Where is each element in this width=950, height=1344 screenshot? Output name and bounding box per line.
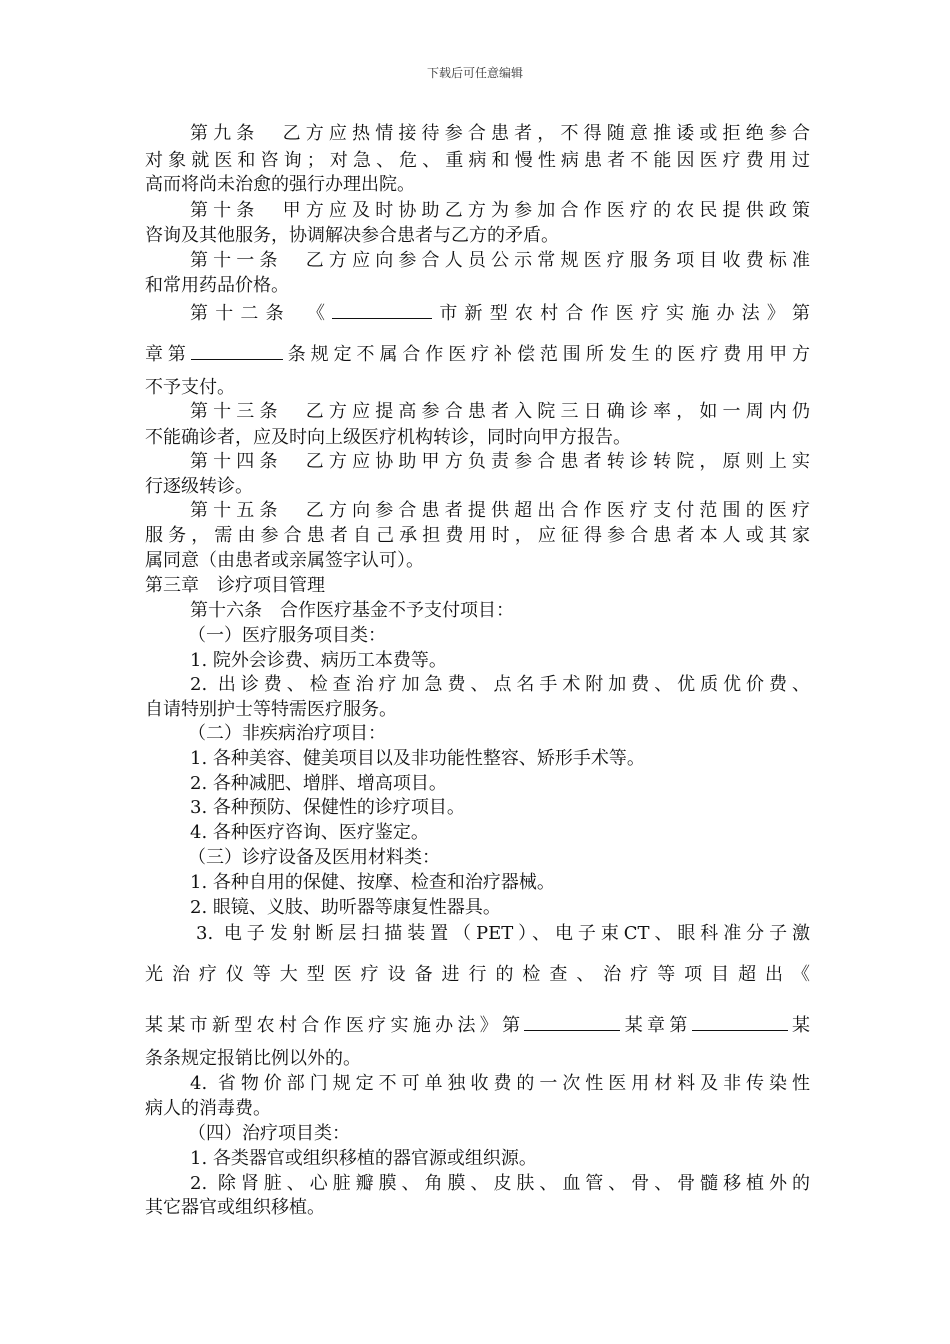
clause-blank	[692, 1012, 788, 1031]
section-3-item-2: 2. 眼镜、义肢、助听器等康复性器具。	[190, 897, 501, 918]
page-header: 下载后可任意编辑	[426, 66, 523, 80]
section-3-heading: （三）诊疗设备及医用材料类：	[188, 847, 440, 868]
chapter-number-blank	[191, 341, 283, 360]
article-15-line-1: 第十五条 乙方向参合患者提供超出合作医疗支付范围的医疗	[190, 500, 810, 521]
article-10-line-1: 第十条 甲方应及时协助乙方为参加合作医疗的农民提供政策	[190, 200, 810, 221]
section-4-item-2-line-1: 2. 除肾脏、心脏瓣膜、角膜、皮肤、血管、骨、骨髓移植外的	[190, 1173, 810, 1194]
chapter-blank	[524, 1012, 620, 1031]
article-15-line-3: 属同意（由患者或亲属签字认可）。	[145, 550, 424, 571]
section-4-item-1: 1. 各类器官或组织移植的器官源或组织源。	[190, 1148, 537, 1169]
article-11-line-1: 第十一条 乙方应向参合人员公示常规医疗服务项目收费标准	[190, 250, 810, 271]
article-14-line-1: 第十四条 乙方应协助甲方负责参合患者转诊转院，原则上实	[190, 451, 810, 472]
article-9-line-2: 对象就医和咨询；对急、危、重病和慢性病患者不能因医疗费用过	[145, 150, 810, 171]
article-15-line-2: 服务，需由参合患者自己承担费用时，应征得参合患者本人或其家	[145, 525, 810, 546]
article-12-clause-text: 条规定不属合作医疗补偿范围所发生的医疗费用甲方	[282, 344, 810, 365]
section-4-heading: （四）治疗项目类：	[188, 1123, 350, 1144]
article-10-line-2: 咨询及其他服务，协调解决参合患者与乙方的矛盾。	[145, 225, 559, 246]
article-9-line-3: 高而将尚未治愈的强行办理出院。	[145, 174, 415, 195]
section-2-heading: （二）非疾病治疗项目：	[188, 723, 386, 744]
section-1-item-2-line-2: 自请特别护士等特需医疗服务。	[145, 699, 397, 720]
section-3-item-3-line-4: 条条规定报销比例以外的。	[145, 1048, 361, 1069]
chapter-3-heading: 第三章 诊疗项目管理	[145, 575, 325, 596]
item-3-chapter-text: 某章第	[620, 1015, 692, 1036]
item-3-tail-text: 某	[787, 1015, 810, 1036]
section-2-item-2: 2. 各种减肥、增胖、增高项目。	[190, 773, 447, 794]
article-9-line-1: 第九条 乙方应热情接待参合患者，不得随意推诿或拒绝参合	[190, 123, 810, 144]
section-3-item-3-line-1: 3. 电子发射断层扫描装置（PET）、电子束CT、眼科准分子激	[196, 923, 810, 944]
article-16-line-1: 第十六条 合作医疗基金不予支付项目：	[190, 600, 514, 621]
article-12-prefix: 第十二条 《	[190, 303, 333, 324]
section-1-heading: （一）医疗服务项目类：	[188, 625, 386, 646]
article-12-line-3: 不予支付。	[145, 377, 235, 398]
article-12-suffix: 市新型农村合作医疗实施办法》第	[432, 303, 810, 324]
section-3-item-4-line-1: 4. 省物价部门规定不可单独收费的一次性医用材料及非传染性	[190, 1073, 810, 1094]
article-13-line-2: 不能确诊者，应及时向上级医疗机构转诊，同时向甲方报告。	[145, 427, 631, 448]
section-3-item-3-line-2: 光治疗仪等大型医疗设备进行的检查、治疗等项目超出《	[145, 964, 810, 985]
section-1-item-2-line-1: 2. 出诊费、检查治疗加急费、点名手术附加费、优质优价费、	[190, 674, 810, 695]
section-3-item-1: 1. 各种自用的保健、按摩、检查和治疗器械。	[190, 872, 555, 893]
section-2-item-1: 1. 各种美容、健美项目以及非功能性整容、矫形手术等。	[190, 748, 645, 769]
section-2-item-3: 3. 各种预防、保健性的诊疗项目。	[190, 797, 465, 818]
article-12-line-1	[190, 300, 810, 326]
article-14-line-2: 行逐级转诊。	[145, 476, 253, 497]
section-3-item-4-line-2: 病人的消毒费。	[145, 1098, 271, 1119]
city-name-blank	[332, 300, 432, 319]
section-1-item-1: 1. 院外会诊费、病历工本费等。	[190, 650, 447, 671]
item-3-method-text: 某某市新型农村合作医疗实施办法》第	[145, 1015, 525, 1036]
section-4-item-2-line-2: 其它器官或组织移植。	[145, 1197, 325, 1218]
article-12-line-2	[145, 341, 810, 367]
section-3-item-3-line-3	[145, 1012, 810, 1038]
article-11-line-2: 和常用药品价格。	[145, 275, 289, 296]
article-13-line-1: 第十三条 乙方应提高参合患者入院三日确诊率，如一周内仍	[190, 401, 810, 422]
article-12-chapter-text: 章第	[145, 344, 191, 365]
section-2-item-4: 4. 各种医疗咨询、医疗鉴定。	[190, 822, 429, 843]
